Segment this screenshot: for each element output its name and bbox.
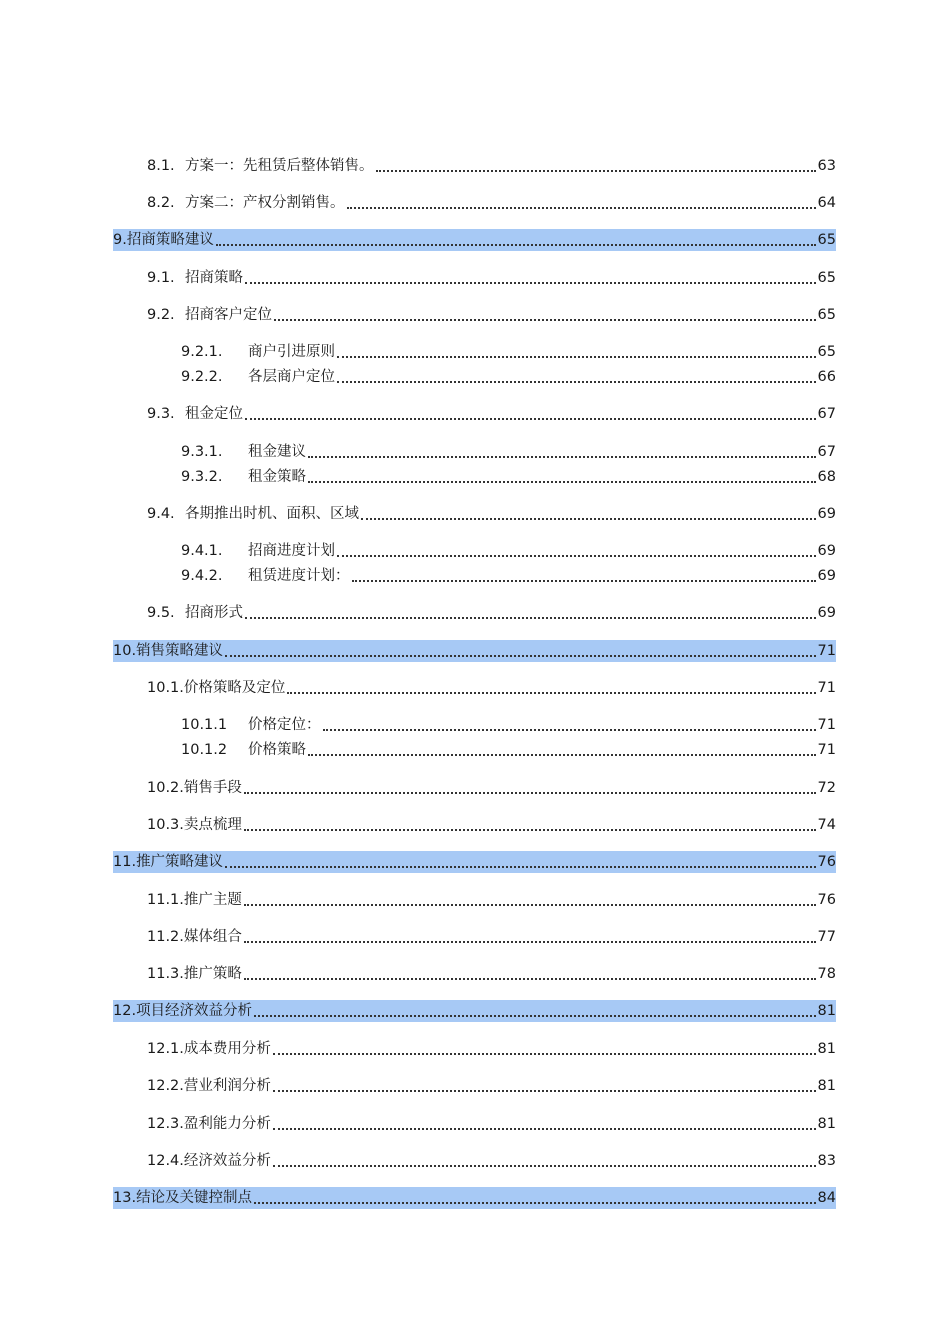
toc-entry-number: 10.2.: [147, 780, 184, 796]
toc-entry-page-number: 71: [817, 643, 836, 659]
toc-entry-title: 盈利能力分析: [183, 1116, 271, 1132]
toc-entry-title: 推广主题: [183, 892, 242, 908]
toc-entry-title: 项目经济效益分析: [136, 1003, 253, 1019]
toc-entry-title: 营业利润分析: [183, 1078, 271, 1094]
toc-entry-number: 8.1.: [147, 158, 175, 174]
toc-chapter-entry[interactable]: [113, 229, 836, 251]
toc-entry-page-number: 67: [817, 406, 836, 422]
toc-entry-page-number: 76: [817, 892, 836, 908]
dot-leader: [244, 829, 816, 831]
toc-entry-number: 9.4.1.: [181, 543, 223, 559]
toc-entry-title: 销售策略建议: [136, 643, 224, 659]
toc-entry[interactable]: [147, 889, 836, 911]
toc-entry-number: 9.2.1.: [181, 344, 223, 360]
toc-entry-page-number: 81: [817, 1078, 836, 1094]
toc-entry[interactable]: [147, 267, 836, 289]
toc-entry-number: 12.4.: [147, 1153, 184, 1169]
toc-entry-title: 招商策略建议: [126, 232, 214, 248]
toc-chapter-entry[interactable]: [113, 851, 836, 873]
toc-entry-number: 9.3.2.: [181, 469, 223, 485]
dot-leader: [376, 170, 816, 172]
dot-leader: [337, 356, 816, 358]
dot-leader: [254, 1015, 815, 1017]
dot-leader: [216, 244, 816, 246]
toc-entry[interactable]: [181, 366, 836, 388]
toc-entry-page-number: 69: [817, 605, 836, 621]
dot-leader: [244, 978, 816, 980]
dot-leader: [245, 282, 816, 284]
toc-entry-title: 价格策略及定位: [183, 680, 286, 696]
dot-leader: [244, 792, 816, 794]
toc-entry-title: 招商客户定位: [185, 307, 272, 323]
toc-entry-page-number: 81: [817, 1116, 836, 1132]
toc-entry[interactable]: [181, 739, 836, 761]
toc-entry-page-number: 64: [817, 195, 836, 211]
dot-leader: [254, 1202, 815, 1204]
toc-entry-number: 12.1.: [147, 1041, 184, 1057]
toc-entry-page-number: 76: [817, 854, 836, 870]
toc-entry-title: 经济效益分析: [183, 1153, 271, 1169]
toc-entry-page-number: 65: [817, 307, 836, 323]
toc-entry[interactable]: [147, 1150, 836, 1172]
toc-entry-page-number: 69: [817, 506, 836, 522]
toc-entry-title: 商户引进原则: [248, 344, 335, 360]
dot-leader: [337, 381, 816, 383]
toc-entry-page-number: 71: [817, 717, 836, 733]
toc-entry-number: 10.: [113, 643, 137, 659]
toc-entry-number: 12.2.: [147, 1078, 184, 1094]
toc-entry[interactable]: [147, 1075, 836, 1097]
toc-entry-number: 9.3.1.: [181, 444, 223, 460]
toc-entry-number: 9.3.: [147, 406, 175, 422]
toc-entry[interactable]: [147, 926, 836, 948]
toc-entry-number: 9.2.2.: [181, 369, 223, 385]
toc-entry[interactable]: [147, 503, 836, 525]
toc-entry-number: 9.2.: [147, 307, 175, 323]
toc-entry-page-number: 65: [817, 232, 836, 248]
toc-entry-page-number: 69: [817, 543, 836, 559]
toc-entry[interactable]: [147, 155, 836, 177]
toc-entry-title: 推广策略: [183, 966, 242, 982]
toc-entry-page-number: 72: [817, 780, 836, 796]
dot-leader: [225, 866, 815, 868]
dot-leader: [361, 518, 816, 520]
toc-entry-number: 9.4.: [147, 506, 175, 522]
toc-entry-title: 招商进度计划: [248, 543, 335, 559]
toc-entry-title: 价格策略: [248, 742, 306, 758]
toc-entry-title: 各期推出时机、面积、区域: [185, 506, 359, 522]
toc-entry-number: 13.: [113, 1190, 137, 1206]
toc-entry[interactable]: [147, 814, 836, 836]
toc-entry-page-number: 74: [817, 817, 836, 833]
toc-entry-page-number: 65: [817, 270, 836, 286]
toc-entry[interactable]: [147, 403, 836, 425]
toc-entry-number: 11.3.: [147, 966, 184, 982]
toc-entry-page-number: 84: [817, 1190, 836, 1206]
toc-entry-number: 10.1.1: [181, 717, 228, 733]
toc-entry-page-number: 66: [817, 369, 836, 385]
dot-leader: [273, 1053, 816, 1055]
toc-entry-title: 各层商户定位: [248, 369, 335, 385]
toc-entry-number: 10.1.: [147, 680, 184, 696]
toc-entry-number: 11.2.: [147, 929, 184, 945]
toc-chapter-entry[interactable]: [113, 1000, 836, 1022]
dot-leader: [337, 555, 816, 557]
toc-entry-page-number: 81: [817, 1041, 836, 1057]
toc-entry[interactable]: [181, 565, 836, 587]
toc-entry-page-number: 69: [817, 568, 836, 584]
toc-entry[interactable]: [147, 963, 836, 985]
dot-leader: [244, 904, 816, 906]
toc-entry[interactable]: [147, 602, 836, 624]
dot-leader: [347, 207, 816, 209]
toc-entry-number: 12.: [113, 1003, 137, 1019]
toc-entry-page-number: 71: [817, 680, 836, 696]
dot-leader: [323, 729, 816, 731]
toc-entry-number: 11.1.: [147, 892, 184, 908]
toc-entry[interactable]: [147, 1113, 836, 1135]
toc-entry-title: 结论及关键控制点: [136, 1190, 253, 1206]
toc-entry-title: 卖点梳理: [183, 817, 242, 833]
toc-entry-title: 租赁进度计划：: [248, 568, 350, 584]
toc-entry[interactable]: [147, 1038, 836, 1060]
toc-entry-page-number: 81: [817, 1003, 836, 1019]
dot-leader: [308, 754, 816, 756]
toc-entry[interactable]: [181, 714, 836, 736]
dot-leader: [308, 481, 816, 483]
toc-entry-title: 推广策略建议: [136, 854, 224, 870]
toc-entry-title: 租金定位: [185, 406, 243, 422]
toc-entry-title: 租金策略: [248, 469, 306, 485]
toc-entry-number: 9.: [113, 232, 127, 248]
dot-leader: [274, 319, 816, 321]
dot-leader: [273, 1090, 816, 1092]
toc-entry-title: 招商策略: [185, 270, 243, 286]
toc-entry-number: 9.5.: [147, 605, 175, 621]
dot-leader: [244, 941, 816, 943]
toc-entry[interactable]: [181, 341, 836, 363]
dot-leader: [352, 580, 816, 582]
dot-leader: [273, 1165, 816, 1167]
toc-entry-number: 9.1.: [147, 270, 175, 286]
toc-entry-number: 12.3.: [147, 1116, 184, 1132]
toc-entry-title: 招商形式: [185, 605, 243, 621]
toc-entry[interactable]: [181, 540, 836, 562]
toc-entry-page-number: 65: [817, 344, 836, 360]
toc-entry[interactable]: [147, 192, 836, 214]
toc-entry-number: 9.4.2.: [181, 568, 223, 584]
toc-entry-page-number: 77: [817, 929, 836, 945]
toc-entry-title: 媒体组合: [183, 929, 242, 945]
toc-entry-number: 8.2.: [147, 195, 175, 211]
toc-entry-number: 10.3.: [147, 817, 184, 833]
toc-entry-page-number: 83: [817, 1153, 836, 1169]
dot-leader: [245, 617, 816, 619]
toc-entry[interactable]: [147, 777, 836, 799]
toc-entry[interactable]: [181, 466, 836, 488]
toc-entry-page-number: 68: [817, 469, 836, 485]
toc-entry-title: 方案二：产权分割销售。: [185, 195, 345, 211]
toc-entry-number: 11.: [113, 854, 137, 870]
toc-entry-title: 价格定位：: [248, 717, 321, 733]
toc-entry-page-number: 78: [817, 966, 836, 982]
toc-entry-title: 方案一：先租赁后整体销售。: [185, 158, 374, 174]
toc-entry-page-number: 63: [817, 158, 836, 174]
toc-chapter-entry[interactable]: [113, 640, 836, 662]
toc-entry-title: 销售手段: [183, 780, 242, 796]
dot-leader: [225, 655, 815, 657]
toc-entry[interactable]: [147, 304, 836, 326]
toc-entry-page-number: 71: [817, 742, 836, 758]
toc-entry-page-number: 67: [817, 444, 836, 460]
dot-leader: [308, 456, 816, 458]
dot-leader: [245, 418, 816, 420]
toc-entry-title: 租金建议: [248, 444, 306, 460]
toc-entry[interactable]: [147, 677, 836, 699]
toc-entry-title: 成本费用分析: [183, 1041, 271, 1057]
toc-entry[interactable]: [181, 441, 836, 463]
dot-leader: [287, 692, 815, 694]
dot-leader: [273, 1128, 816, 1130]
toc-chapter-entry[interactable]: [113, 1187, 836, 1209]
toc-entry-number: 10.1.2: [181, 742, 228, 758]
